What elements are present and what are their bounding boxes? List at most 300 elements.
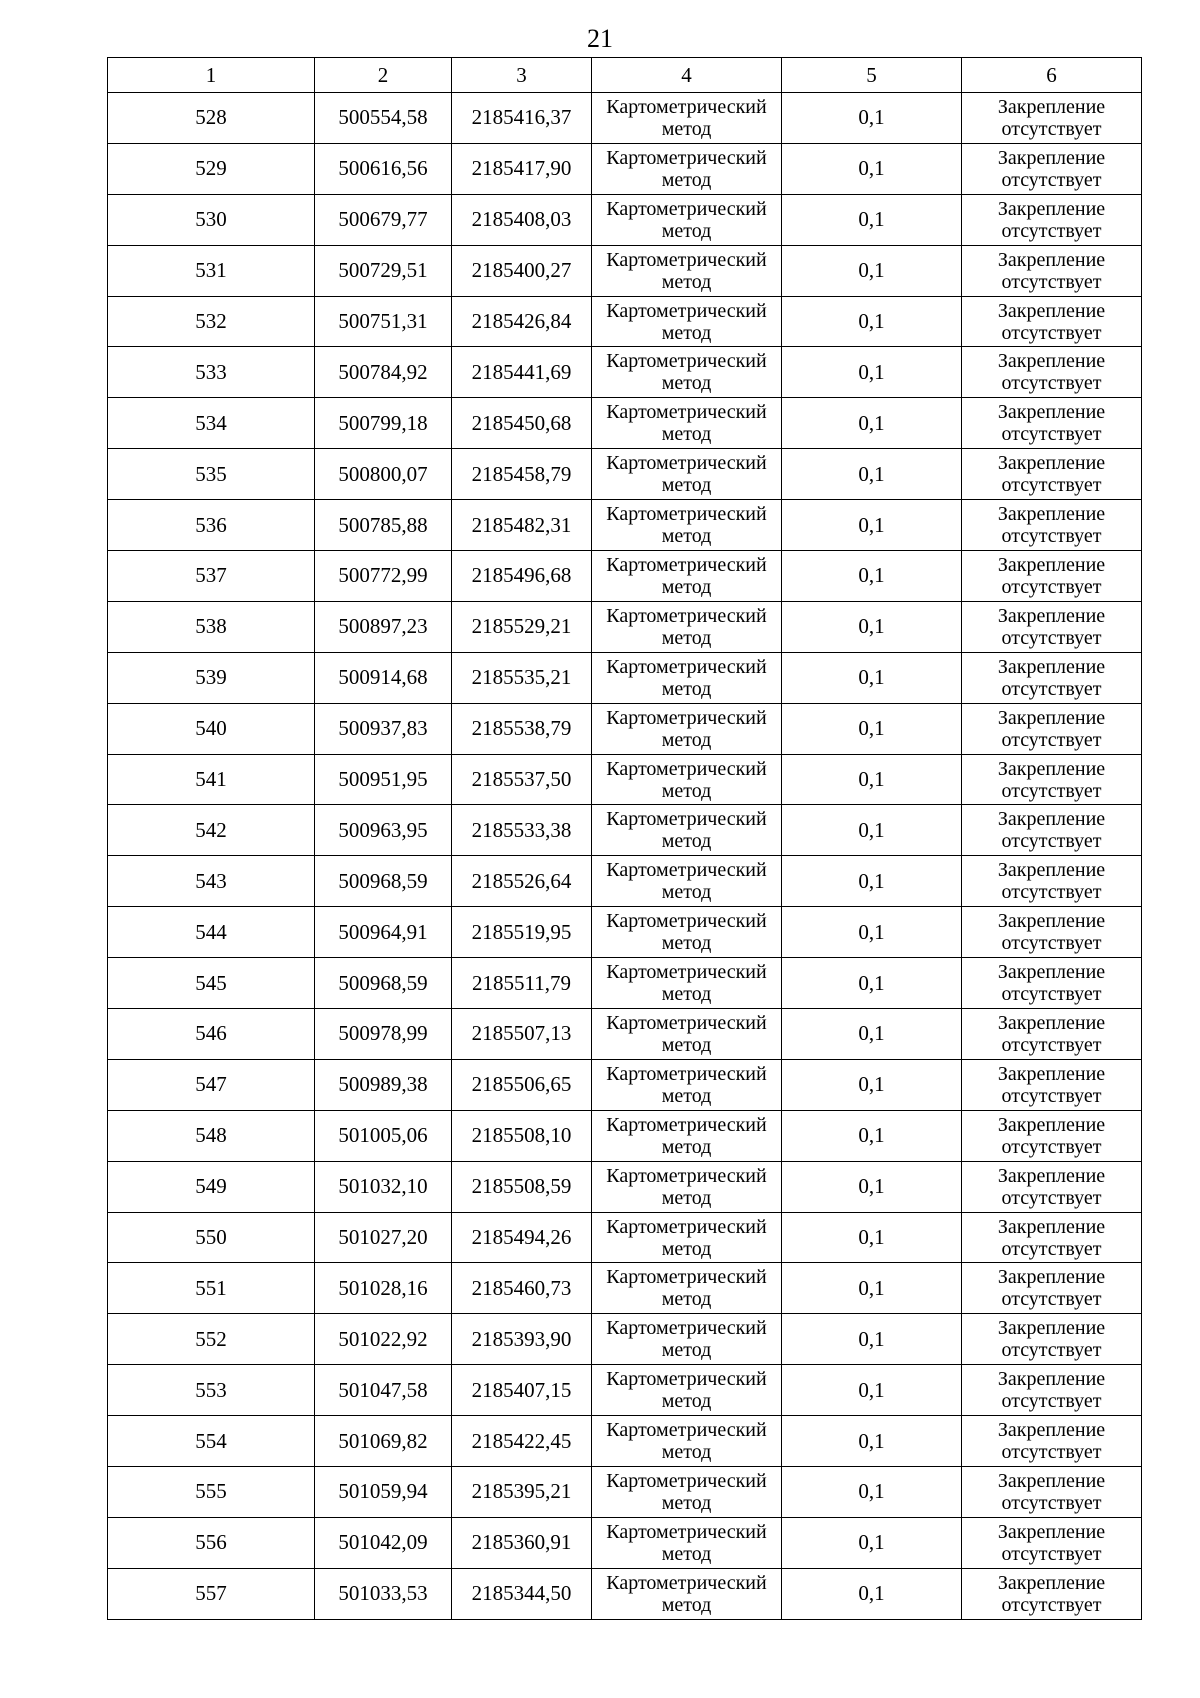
accuracy-cell: 0,1	[782, 1212, 962, 1263]
fixation-text: отсутствует	[1001, 830, 1102, 853]
fixation-text: отсутствует	[1001, 575, 1102, 598]
method-cell	[592, 754, 782, 805]
method-text: метод	[661, 474, 712, 497]
fixation-cell	[962, 805, 1142, 856]
fixation-text: Закрепление	[997, 1368, 1106, 1391]
accuracy-cell: 0,1	[782, 143, 962, 194]
fixation-text: отсутствует	[1001, 626, 1102, 649]
method-cell	[592, 398, 782, 449]
fixation-cell	[962, 245, 1142, 296]
method-text: метод	[661, 423, 712, 446]
fixation-text: Закрепление	[997, 553, 1106, 576]
fixation-cell	[962, 703, 1142, 754]
fixation-cell	[962, 1161, 1142, 1212]
fixation-cell	[962, 1263, 1142, 1314]
method-text: Картометрический	[606, 655, 767, 678]
accuracy-cell: 0,1	[782, 1314, 962, 1365]
accuracy-cell: 0,1	[782, 1365, 962, 1416]
method-cell	[592, 1263, 782, 1314]
accuracy-cell: 0,1	[782, 703, 962, 754]
table-row	[108, 703, 1142, 754]
method-text: метод	[661, 1542, 712, 1565]
fixation-cell	[962, 1467, 1142, 1518]
fixation-text: Закрепление	[997, 1113, 1106, 1136]
method-cell	[592, 1467, 782, 1518]
x-coordinate-cell: 500897,23	[315, 601, 452, 652]
table-row	[108, 856, 1142, 907]
point-number-cell: 533	[108, 347, 315, 398]
y-coordinate-cell: 2185529,21	[452, 601, 592, 652]
table-row	[108, 652, 1142, 703]
method-text: метод	[661, 626, 712, 649]
fixation-text: Закрепление	[997, 604, 1106, 627]
method-text: Картометрический	[606, 350, 767, 373]
method-text: метод	[661, 779, 712, 802]
fixation-text: отсутствует	[1001, 270, 1102, 293]
table-row	[108, 1416, 1142, 1467]
method-text: Картометрический	[606, 1469, 767, 1492]
fixation-text: Закрепление	[997, 1011, 1106, 1034]
point-number-cell: 549	[108, 1161, 315, 1212]
method-text: метод	[661, 1084, 712, 1107]
x-coordinate-cell: 500968,59	[315, 856, 452, 907]
point-number-cell: 538	[108, 601, 315, 652]
table-row	[108, 1212, 1142, 1263]
table-row	[108, 907, 1142, 958]
method-text: метод	[661, 372, 712, 395]
point-number-cell: 548	[108, 1110, 315, 1161]
table-row	[108, 1009, 1142, 1060]
y-coordinate-cell: 2185526,64	[452, 856, 592, 907]
accuracy-cell: 0,1	[782, 347, 962, 398]
fixation-text: отсутствует	[1001, 881, 1102, 904]
y-coordinate-cell: 2185494,26	[452, 1212, 592, 1263]
point-number-cell: 554	[108, 1416, 315, 1467]
method-text: Картометрический	[606, 401, 767, 424]
method-cell	[592, 958, 782, 1009]
table-header	[108, 58, 1142, 93]
accuracy-cell: 0,1	[782, 1009, 962, 1060]
accuracy-cell: 0,1	[782, 805, 962, 856]
y-coordinate-cell: 2185393,90	[452, 1314, 592, 1365]
column-header-1: 1	[108, 58, 315, 93]
x-coordinate-cell: 500968,59	[315, 958, 452, 1009]
fixation-text: Закрепление	[997, 146, 1106, 169]
method-text: Картометрический	[606, 95, 767, 118]
y-coordinate-cell: 2185395,21	[452, 1467, 592, 1518]
fixation-text: отсутствует	[1001, 168, 1102, 191]
header-row	[108, 58, 1142, 93]
table-row	[108, 449, 1142, 500]
fixation-text: Закрепление	[997, 1571, 1106, 1594]
table-row	[108, 1110, 1142, 1161]
table-row	[108, 347, 1142, 398]
x-coordinate-cell: 500729,51	[315, 245, 452, 296]
accuracy-cell: 0,1	[782, 1110, 962, 1161]
point-number-cell: 539	[108, 652, 315, 703]
method-text: Картометрический	[606, 1520, 767, 1543]
table-row	[108, 1263, 1142, 1314]
x-coordinate-cell: 500785,88	[315, 500, 452, 551]
point-number-cell: 534	[108, 398, 315, 449]
method-cell	[592, 1110, 782, 1161]
fixation-text: отсутствует	[1001, 423, 1102, 446]
fixation-text: отсутствует	[1001, 525, 1102, 548]
accuracy-cell: 0,1	[782, 500, 962, 551]
accuracy-cell: 0,1	[782, 1161, 962, 1212]
point-number-cell: 529	[108, 143, 315, 194]
point-number-cell: 556	[108, 1517, 315, 1568]
fixation-cell	[962, 194, 1142, 245]
y-coordinate-cell: 2185450,68	[452, 398, 592, 449]
y-coordinate-cell: 2185496,68	[452, 551, 592, 602]
fixation-text: отсутствует	[1001, 1339, 1102, 1362]
fixation-cell	[962, 754, 1142, 805]
y-coordinate-cell: 2185482,31	[452, 500, 592, 551]
accuracy-cell: 0,1	[782, 652, 962, 703]
method-cell	[592, 93, 782, 144]
x-coordinate-cell: 501047,58	[315, 1365, 452, 1416]
method-text: метод	[661, 270, 712, 293]
method-cell	[592, 1161, 782, 1212]
method-text: Картометрический	[606, 961, 767, 984]
x-coordinate-cell: 500937,83	[315, 703, 452, 754]
x-coordinate-cell: 500951,95	[315, 754, 452, 805]
fixation-cell	[962, 1416, 1142, 1467]
method-text: Картометрический	[606, 1266, 767, 1289]
method-text: метод	[661, 1441, 712, 1464]
y-coordinate-cell: 2185441,69	[452, 347, 592, 398]
point-number-cell: 545	[108, 958, 315, 1009]
point-number-cell: 528	[108, 93, 315, 144]
method-text: метод	[661, 575, 712, 598]
method-text: метод	[661, 1593, 712, 1616]
x-coordinate-cell: 500800,07	[315, 449, 452, 500]
table-row	[108, 1568, 1142, 1619]
fixation-text: отсутствует	[1001, 474, 1102, 497]
table-row	[108, 805, 1142, 856]
accuracy-cell: 0,1	[782, 1517, 962, 1568]
fixation-cell	[962, 1009, 1142, 1060]
point-number-cell: 555	[108, 1467, 315, 1518]
method-cell	[592, 245, 782, 296]
method-text: Картометрический	[606, 1317, 767, 1340]
method-text: Картометрический	[606, 706, 767, 729]
fixation-cell	[962, 958, 1142, 1009]
method-text: Картометрический	[606, 910, 767, 933]
y-coordinate-cell: 2185408,03	[452, 194, 592, 245]
fixation-text: отсутствует	[1001, 1033, 1102, 1056]
point-number-cell: 536	[108, 500, 315, 551]
method-text: Картометрический	[606, 808, 767, 831]
fixation-text: отсутствует	[1001, 372, 1102, 395]
accuracy-cell: 0,1	[782, 93, 962, 144]
method-text: метод	[661, 932, 712, 955]
method-cell	[592, 601, 782, 652]
accuracy-cell: 0,1	[782, 856, 962, 907]
y-coordinate-cell: 2185407,15	[452, 1365, 592, 1416]
table-row	[108, 1365, 1142, 1416]
method-text: метод	[661, 525, 712, 548]
table-row	[108, 143, 1142, 194]
fixation-text: отсутствует	[1001, 1390, 1102, 1413]
method-text: Картометрический	[606, 248, 767, 271]
y-coordinate-cell: 2185519,95	[452, 907, 592, 958]
fixation-text: отсутствует	[1001, 1542, 1102, 1565]
fixation-text: Закрепление	[997, 1419, 1106, 1442]
x-coordinate-cell: 500989,38	[315, 1059, 452, 1110]
column-header-2: 2	[315, 58, 452, 93]
point-number-cell: 531	[108, 245, 315, 296]
method-text: Картометрический	[606, 1113, 767, 1136]
fixation-text: отсутствует	[1001, 1084, 1102, 1107]
method-cell	[592, 856, 782, 907]
method-text: Картометрический	[606, 1164, 767, 1187]
accuracy-cell: 0,1	[782, 245, 962, 296]
table-row	[108, 245, 1142, 296]
x-coordinate-cell: 501022,92	[315, 1314, 452, 1365]
method-cell	[592, 652, 782, 703]
fixation-text: отсутствует	[1001, 677, 1102, 700]
accuracy-cell: 0,1	[782, 907, 962, 958]
table-row	[108, 1161, 1142, 1212]
method-text: метод	[661, 117, 712, 140]
point-number-cell: 550	[108, 1212, 315, 1263]
point-number-cell: 542	[108, 805, 315, 856]
accuracy-cell: 0,1	[782, 398, 962, 449]
fixation-text: Закрепление	[997, 706, 1106, 729]
table-row	[108, 1517, 1142, 1568]
y-coordinate-cell: 2185507,13	[452, 1009, 592, 1060]
method-cell	[592, 703, 782, 754]
fixation-text: Закрепление	[997, 1520, 1106, 1543]
fixation-cell	[962, 551, 1142, 602]
point-number-cell: 543	[108, 856, 315, 907]
x-coordinate-cell: 500964,91	[315, 907, 452, 958]
y-coordinate-cell: 2185344,50	[452, 1568, 592, 1619]
fixation-cell	[962, 1059, 1142, 1110]
table-row	[108, 500, 1142, 551]
fixation-text: отсутствует	[1001, 117, 1102, 140]
fixation-text: Закрепление	[997, 95, 1106, 118]
fixation-text: Закрепление	[997, 299, 1106, 322]
method-cell	[592, 907, 782, 958]
table-row	[108, 1467, 1142, 1518]
x-coordinate-cell: 501069,82	[315, 1416, 452, 1467]
accuracy-cell: 0,1	[782, 551, 962, 602]
fixation-cell	[962, 93, 1142, 144]
y-coordinate-cell: 2185506,65	[452, 1059, 592, 1110]
fixation-text: отсутствует	[1001, 1593, 1102, 1616]
fixation-cell	[962, 347, 1142, 398]
point-number-cell: 532	[108, 296, 315, 347]
x-coordinate-cell: 500963,95	[315, 805, 452, 856]
fixation-cell	[962, 907, 1142, 958]
y-coordinate-cell: 2185508,59	[452, 1161, 592, 1212]
y-coordinate-cell: 2185533,38	[452, 805, 592, 856]
fixation-text: отсутствует	[1001, 983, 1102, 1006]
fixation-cell	[962, 143, 1142, 194]
x-coordinate-cell: 500978,99	[315, 1009, 452, 1060]
x-coordinate-cell: 501027,20	[315, 1212, 452, 1263]
fixation-text: отсутствует	[1001, 779, 1102, 802]
fixation-cell	[962, 1110, 1142, 1161]
table-row	[108, 398, 1142, 449]
accuracy-cell: 0,1	[782, 601, 962, 652]
method-cell	[592, 1009, 782, 1060]
method-text: Картометрический	[606, 1368, 767, 1391]
fixation-text: отсутствует	[1001, 1491, 1102, 1514]
method-text: Картометрический	[606, 553, 767, 576]
accuracy-cell: 0,1	[782, 1568, 962, 1619]
fixation-text: отсутствует	[1001, 728, 1102, 751]
method-text: Картометрический	[606, 1011, 767, 1034]
table-row	[108, 93, 1142, 144]
method-text: метод	[661, 881, 712, 904]
method-text: метод	[661, 728, 712, 751]
point-number-cell: 546	[108, 1009, 315, 1060]
table-row	[108, 194, 1142, 245]
method-cell	[592, 1517, 782, 1568]
point-number-cell: 535	[108, 449, 315, 500]
fixation-cell	[962, 1212, 1142, 1263]
x-coordinate-cell: 501005,06	[315, 1110, 452, 1161]
method-text: Картометрический	[606, 197, 767, 220]
fixation-cell	[962, 398, 1142, 449]
accuracy-cell: 0,1	[782, 1263, 962, 1314]
column-header-4: 4	[592, 58, 782, 93]
x-coordinate-cell: 500772,99	[315, 551, 452, 602]
fixation-text: Закрепление	[997, 350, 1106, 373]
x-coordinate-cell: 501028,16	[315, 1263, 452, 1314]
method-cell	[592, 1314, 782, 1365]
accuracy-cell: 0,1	[782, 1467, 962, 1518]
fixation-text: отсутствует	[1001, 1288, 1102, 1311]
table-row	[108, 601, 1142, 652]
table-row	[108, 1314, 1142, 1365]
method-text: метод	[661, 1237, 712, 1260]
x-coordinate-cell: 501059,94	[315, 1467, 452, 1518]
y-coordinate-cell: 2185426,84	[452, 296, 592, 347]
method-text: Картометрический	[606, 1062, 767, 1085]
point-number-cell: 552	[108, 1314, 315, 1365]
fixation-cell	[962, 652, 1142, 703]
column-header-5: 5	[782, 58, 962, 93]
method-text: Картометрический	[606, 757, 767, 780]
point-number-cell: 551	[108, 1263, 315, 1314]
method-cell	[592, 1212, 782, 1263]
point-number-cell: 553	[108, 1365, 315, 1416]
table-row	[108, 296, 1142, 347]
fixation-text: Закрепление	[997, 248, 1106, 271]
table-row	[108, 1059, 1142, 1110]
fixation-cell	[962, 1568, 1142, 1619]
fixation-text: отсутствует	[1001, 932, 1102, 955]
column-header-3: 3	[452, 58, 592, 93]
fixation-text: Закрепление	[997, 808, 1106, 831]
fixation-text: Закрепление	[997, 655, 1106, 678]
x-coordinate-cell: 501033,53	[315, 1568, 452, 1619]
method-cell	[592, 500, 782, 551]
column-header-6: 6	[962, 58, 1142, 93]
fixation-cell	[962, 1314, 1142, 1365]
x-coordinate-cell: 500554,58	[315, 93, 452, 144]
fixation-text: отсутствует	[1001, 1135, 1102, 1158]
method-text: Картометрический	[606, 1215, 767, 1238]
point-number-cell: 541	[108, 754, 315, 805]
point-number-cell: 537	[108, 551, 315, 602]
y-coordinate-cell: 2185511,79	[452, 958, 592, 1009]
fixation-text: Закрепление	[997, 1317, 1106, 1340]
method-cell	[592, 449, 782, 500]
y-coordinate-cell: 2185508,10	[452, 1110, 592, 1161]
table-body	[108, 93, 1142, 1620]
accuracy-cell: 0,1	[782, 194, 962, 245]
point-number-cell: 540	[108, 703, 315, 754]
fixation-cell	[962, 1517, 1142, 1568]
fixation-text: Закрепление	[997, 452, 1106, 475]
y-coordinate-cell: 2185538,79	[452, 703, 592, 754]
method-text: Картометрический	[606, 1419, 767, 1442]
x-coordinate-cell: 500679,77	[315, 194, 452, 245]
point-number-cell: 544	[108, 907, 315, 958]
method-text: метод	[661, 321, 712, 344]
y-coordinate-cell: 2185422,45	[452, 1416, 592, 1467]
method-text: метод	[661, 168, 712, 191]
fixation-text: Закрепление	[997, 503, 1106, 526]
fixation-cell	[962, 1365, 1142, 1416]
fixation-text: Закрепление	[997, 757, 1106, 780]
coordinates-table	[107, 57, 1142, 1620]
y-coordinate-cell: 2185535,21	[452, 652, 592, 703]
fixation-cell	[962, 601, 1142, 652]
table-row	[108, 754, 1142, 805]
x-coordinate-cell: 501042,09	[315, 1517, 452, 1568]
method-cell	[592, 143, 782, 194]
method-text: Картометрический	[606, 604, 767, 627]
accuracy-cell: 0,1	[782, 958, 962, 1009]
page-number: 21	[587, 24, 613, 53]
x-coordinate-cell: 500784,92	[315, 347, 452, 398]
accuracy-cell: 0,1	[782, 1059, 962, 1110]
accuracy-cell: 0,1	[782, 449, 962, 500]
method-cell	[592, 194, 782, 245]
fixation-text: Закрепление	[997, 1062, 1106, 1085]
x-coordinate-cell: 500616,56	[315, 143, 452, 194]
point-number-cell: 557	[108, 1568, 315, 1619]
method-text: метод	[661, 1033, 712, 1056]
fixation-text: отсутствует	[1001, 1186, 1102, 1209]
method-text: метод	[661, 677, 712, 700]
point-number-cell: 530	[108, 194, 315, 245]
method-text: метод	[661, 1491, 712, 1514]
method-text: Картометрический	[606, 452, 767, 475]
method-text: Картометрический	[606, 299, 767, 322]
fixation-cell	[962, 500, 1142, 551]
fixation-text: Закрепление	[997, 1266, 1106, 1289]
table-row	[108, 551, 1142, 602]
point-number-cell: 547	[108, 1059, 315, 1110]
method-text: метод	[661, 1339, 712, 1362]
method-text: метод	[661, 1390, 712, 1413]
method-cell	[592, 1568, 782, 1619]
fixation-text: Закрепление	[997, 1215, 1106, 1238]
method-text: Картометрический	[606, 146, 767, 169]
fixation-text: отсутствует	[1001, 219, 1102, 242]
x-coordinate-cell: 500914,68	[315, 652, 452, 703]
method-text: Картометрический	[606, 503, 767, 526]
method-text: метод	[661, 830, 712, 853]
